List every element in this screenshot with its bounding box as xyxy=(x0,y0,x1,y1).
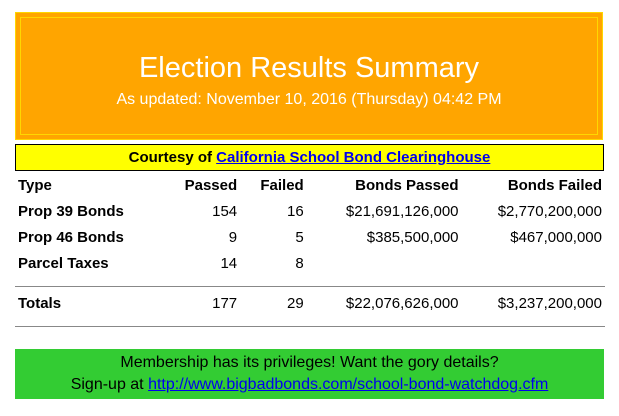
header-banner xyxy=(15,12,603,140)
totals-passed: 177 xyxy=(212,294,238,312)
column-header-bonds-passed: Bonds Passed xyxy=(355,176,459,194)
totals-label: Totals xyxy=(18,294,62,312)
row-bonds-passed: $21,691,126,000 xyxy=(345,202,459,220)
table-row xyxy=(15,198,605,224)
row-bonds-failed xyxy=(462,250,605,276)
results-table xyxy=(15,172,605,327)
page-title: Election Results Summary xyxy=(138,52,480,84)
courtesy-prefix: Courtesy of xyxy=(128,149,217,166)
table-header-row xyxy=(15,172,605,198)
membership-banner xyxy=(15,349,604,399)
clearinghouse-link[interactable]: California School Bond Clearinghouse xyxy=(216,149,491,166)
courtesy-bar xyxy=(15,144,604,171)
bottom-divider xyxy=(15,318,605,327)
row-bonds-passed xyxy=(307,250,462,276)
membership-text: Membership has its privileges! Want the gory details? xyxy=(120,354,499,371)
signup-prefix: Sign-up at xyxy=(70,376,149,393)
row-bonds-failed: $2,770,200,000 xyxy=(497,202,602,220)
row-failed: 8 xyxy=(295,254,304,272)
table-row xyxy=(15,250,605,276)
row-failed: 5 xyxy=(295,228,304,246)
signup-line xyxy=(15,374,604,396)
column-header-failed: Failed xyxy=(260,176,304,194)
table-spacer xyxy=(15,276,605,287)
column-header-type: Type xyxy=(18,176,52,194)
row-type: Parcel Taxes xyxy=(18,254,109,272)
row-passed: 154 xyxy=(212,202,238,220)
totals-failed: 29 xyxy=(287,294,304,312)
row-type: Prop 39 Bonds xyxy=(18,202,124,220)
column-header-passed: Passed xyxy=(184,176,238,194)
column-header-bonds-failed: Bonds Failed xyxy=(507,176,602,194)
updated-timestamp: As updated: November 10, 2016 (Thursday) 04:42 PM xyxy=(116,91,502,108)
row-bonds-failed: $467,000,000 xyxy=(510,228,602,246)
row-failed: 16 xyxy=(287,202,304,220)
table-row xyxy=(15,224,605,250)
row-passed: 14 xyxy=(220,254,238,272)
row-type: Prop 46 Bonds xyxy=(18,228,124,246)
totals-row xyxy=(15,288,605,318)
totals-bonds-failed: $3,237,200,000 xyxy=(497,294,602,312)
row-bonds-passed: $385,500,000 xyxy=(366,228,459,246)
row-passed: 9 xyxy=(228,228,238,246)
totals-bonds-passed: $22,076,626,000 xyxy=(345,294,459,312)
signup-link[interactable]: http://www.bigbadbonds.com/school-bond-watchdog.cfm xyxy=(148,376,549,393)
